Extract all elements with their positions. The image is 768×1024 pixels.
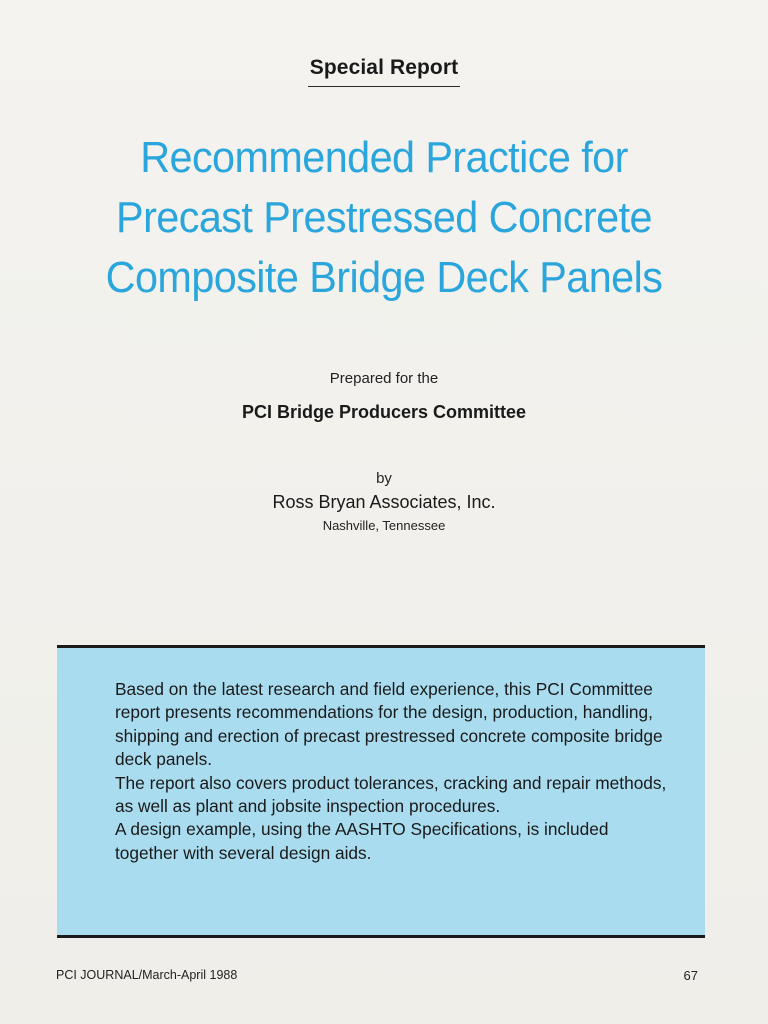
abstract-text bbox=[115, 678, 675, 865]
article-title bbox=[42, 128, 726, 308]
abstract-paragraph-1: Based on the latest research and field experience, this PCI Committee report presents recommendations for the design, production, handling, shipping and erection of precast prestressed concrete composite bridge deck panels. bbox=[115, 679, 663, 770]
title-line-3: Composite Bridge Deck Panels bbox=[105, 253, 663, 302]
abstract-paragraph-2: The report also covers product tolerances, cracking and repair methods, as well as plant and jobsite inspection procedures. bbox=[115, 772, 667, 817]
title-line-1: Recommended Practice for bbox=[140, 133, 628, 182]
by-line: by bbox=[376, 470, 392, 487]
prepared-for: Prepared for the bbox=[329, 370, 439, 387]
section-label-text: Special Report bbox=[308, 56, 460, 87]
section-label bbox=[0, 56, 768, 87]
abstract-paragraph-3: A design example, using the AASHTO Specifications, is included together with several design aids. bbox=[115, 819, 609, 863]
abstract-box bbox=[57, 645, 705, 938]
title-line-2: Precast Prestressed Concrete bbox=[116, 193, 652, 242]
page-number: 67 bbox=[683, 968, 698, 983]
author-name: Ross Bryan Associates, Inc. bbox=[272, 492, 496, 512]
author-location: Nashville, Tennessee bbox=[322, 518, 446, 533]
committee-name: PCI Bridge Producers Committee bbox=[241, 402, 527, 422]
journal-footer: PCI JOURNAL/March-April 1988 bbox=[56, 968, 238, 982]
